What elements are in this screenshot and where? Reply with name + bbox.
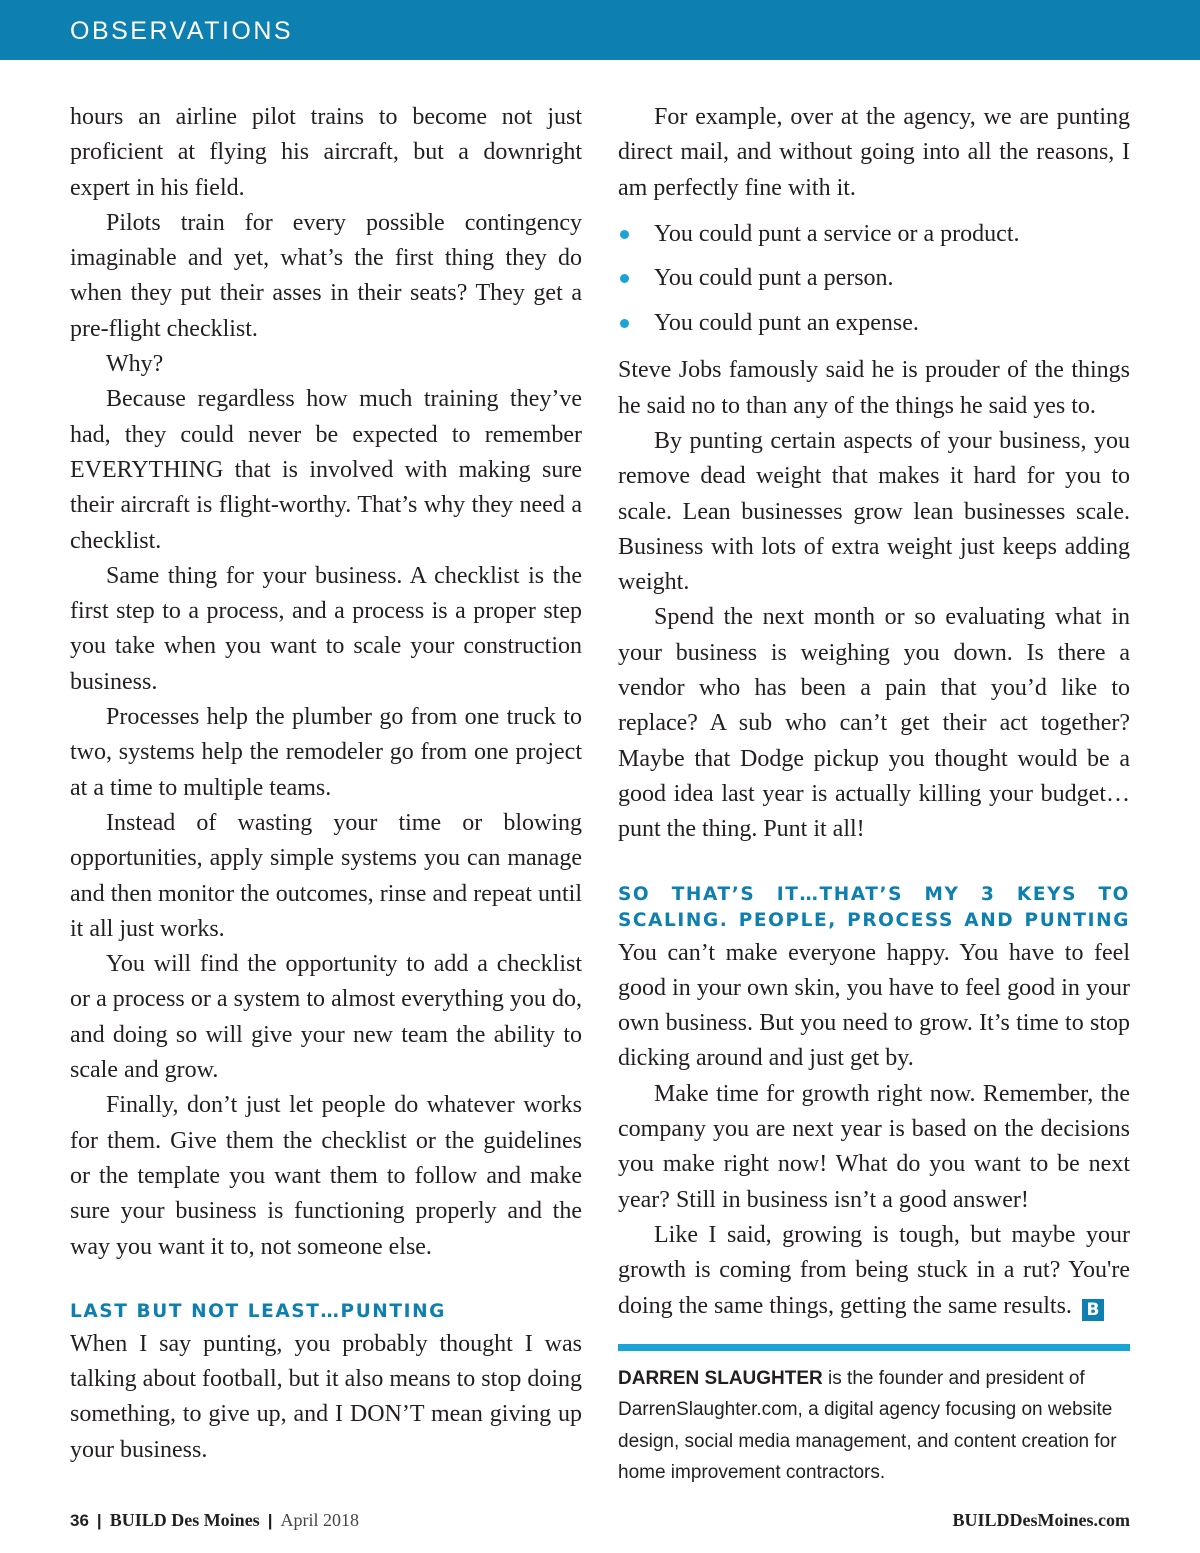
body-paragraph: For example, over at the agency, we are punting direct mail, and without going into all the reasons, I am perfectly fine with it. [618, 104, 1130, 201]
issue-date: April 2018 [280, 1510, 359, 1530]
section-title: OBSERVATIONS [70, 17, 294, 45]
list-item [618, 212, 1130, 257]
body-paragraph: Steve Jobs famously said he is prouder of the things he said no to than any of the things he said yes to. [618, 357, 1130, 419]
body-paragraph: Finally, don’t just let people do whatever works for them. Give them the checklist or the guidelines or the template you want them to follow and make sure your business is functioning properly and the way you want it to, not someone else. [70, 1092, 582, 1260]
magazine-name: BUILD Des Moines [109, 1510, 260, 1530]
closing-text: Like I said, growing is tough, but maybe your growth is coming from being stuck in a rut? You're doing the same things, getting the same results. [618, 1221, 1130, 1319]
body-paragraph: You will find the opportunity to add a checklist or a process or a system to almost everything you do, and doing so will give your new team the ability to scale and grow. [70, 951, 582, 1084]
author-bio-text: is the founder and president of DarrenSlaughter.com, a digital agency focusing on website design, social media management, and content creation for home improvement contractors. [618, 1367, 1117, 1484]
body-paragraph: Why? [106, 351, 164, 378]
body-paragraph: You can’t make everyone happy. You have to feel good in your own skin, you have to feel good in your own business. But you need to grow. It’s time to stop dicking around and just get by. [618, 939, 1130, 1072]
body-paragraph: When I say punting, you probably thought I was talking about football, but it also means to stop doing something, to give up, and I DON’T mean giving up your business. [70, 1330, 582, 1463]
section-header-bar [0, 0, 1200, 60]
bullet-dot-icon [620, 230, 629, 239]
list-item-text: You could punt a service or a product. [654, 220, 1020, 247]
body-paragraph: Because regardless how much training they’ve had, they could never be expected to remember EVERYTHING that is involved with making sure their aircraft is flight-worthy. That’s why they need a checklist. [70, 386, 582, 554]
bullet-dot-icon [620, 319, 629, 328]
body-paragraph: By punting certain aspects of your business, you remove dead weight that makes it hard for you to scale. Lean businesses grow lean businesses scale. Business with lots of extra weight just keeps adding weight. [618, 427, 1130, 596]
body-paragraph: Make time for growth right now. Remember, the company you are next year is based on the decisions you make right now! What do you want to be next year? Still in business isn’t a good answer! [618, 1080, 1130, 1213]
page-footer [70, 1509, 359, 1532]
right-column [618, 100, 1130, 1489]
list-item-text: You could punt an expense. [654, 309, 919, 336]
section-heading-punting: LAST BUT NOT LEAST…PUNTING [70, 1300, 446, 1322]
page-number: 36 [70, 1511, 89, 1530]
section-heading-keys: SO THAT’S IT…THAT’S MY 3 KEYS TO SCALING. PEOPLE, PROCESS AND PUNTING [618, 883, 1130, 931]
body-paragraph: Processes help the plumber go from one truck to two, systems help the remodeler go from one project at a time to multiple teams. [70, 704, 582, 801]
list-item [618, 256, 1130, 301]
body-paragraph: Spend the next month or so evaluating what in your business is weighing you down. Is there a vendor who has been a pain that you’d like to replace? A sub who can’t get their act together? Maybe that Dodge pickup you thought would be a good idea last year is actually killing your budget… punt the thing. Punt it all! [618, 604, 1130, 843]
bullet-list [618, 212, 1130, 346]
body-paragraph: hours an airline pilot trains to become not just proficient at flying his aircraft, but a downright expert in his field. [70, 104, 582, 201]
list-item [618, 301, 1130, 346]
left-column [70, 100, 582, 1468]
end-mark-icon: B [1082, 1299, 1104, 1321]
footer-website: BUILDDesMoines.com [952, 1510, 1130, 1530]
author-bio [618, 1363, 1130, 1489]
author-name: DARREN SLAUGHTER [618, 1367, 823, 1389]
footer-separator: | [267, 1511, 273, 1530]
bio-divider [618, 1344, 1130, 1351]
footer-separator: | [96, 1511, 102, 1530]
list-item-text: You could punt a person. [654, 265, 894, 292]
body-paragraph: Pilots train for every possible contingency imaginable and yet, what’s the first thing they do when they put their asses in their seats? They get a pre-flight checklist. [70, 209, 582, 342]
body-paragraph [618, 1218, 1130, 1324]
body-paragraph: Instead of wasting your time or blowing opportunities, apply simple systems you can manage and then monitor the outcomes, rinse and repeat until it all just works. [70, 809, 582, 942]
bullet-dot-icon [620, 274, 629, 283]
body-paragraph: Same thing for your business. A checklist is the first step to a process, and a process is a proper step you take when you want to scale your construction business. [70, 562, 582, 695]
